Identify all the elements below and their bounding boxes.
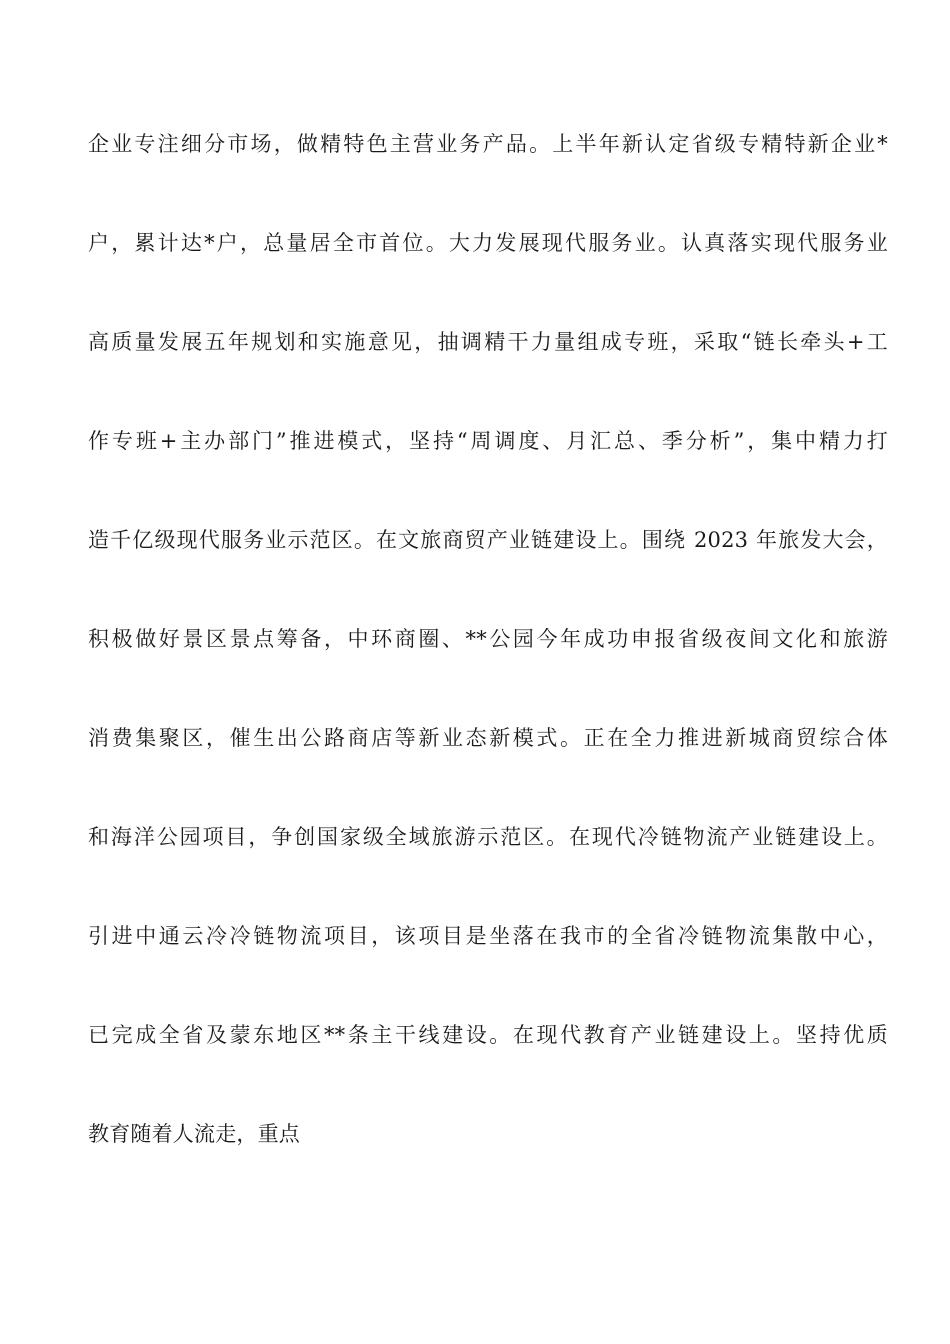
text-line-11: 教育随着人流走，重点 [88,1122,300,1146]
text-line-5: 造千亿级现代服务业示范区。在文旅商贸产业链建设上。围绕 2023 年旅发大会， [88,528,888,552]
text-line-1: 企业专注细分市场，做精特色主营业务产品。上半年新认定省级专精特新企业* [88,132,888,156]
text-line-3: 高质量发展五年规划和实施意见，抽调精干力量组成专班，采取“链长牵头+工 [88,330,888,354]
text-line-4: 作专班+主办部门”推进模式，坚持“周调度、月汇总、季分析”，集中精力打 [88,429,888,453]
body-text [88,132,888,1221]
text-line-2: 户，累计达*户，总量居全市首位。大力发展现代服务业。认真落实现代服务业 [88,231,888,255]
text-line-7: 消费集聚区，催生出公路商店等新业态新模式。正在全力推进新城商贸综合体 [88,726,888,750]
text-line-9: 引进中通云冷冷链物流项目，该项目是坐落在我市的全省冷链物流集散中心， [88,924,888,948]
text-line-6: 积极做好景区景点筹备，中环商圈、**公园今年成功申报省级夜间文化和旅游 [88,627,888,651]
text-line-8: 和海洋公园项目，争创国家级全域旅游示范区。在现代冷链物流产业链建设上。 [88,825,888,849]
text-line-10: 已完成全省及蒙东地区**条主干线建设。在现代教育产业链建设上。坚持优质 [88,1023,888,1047]
